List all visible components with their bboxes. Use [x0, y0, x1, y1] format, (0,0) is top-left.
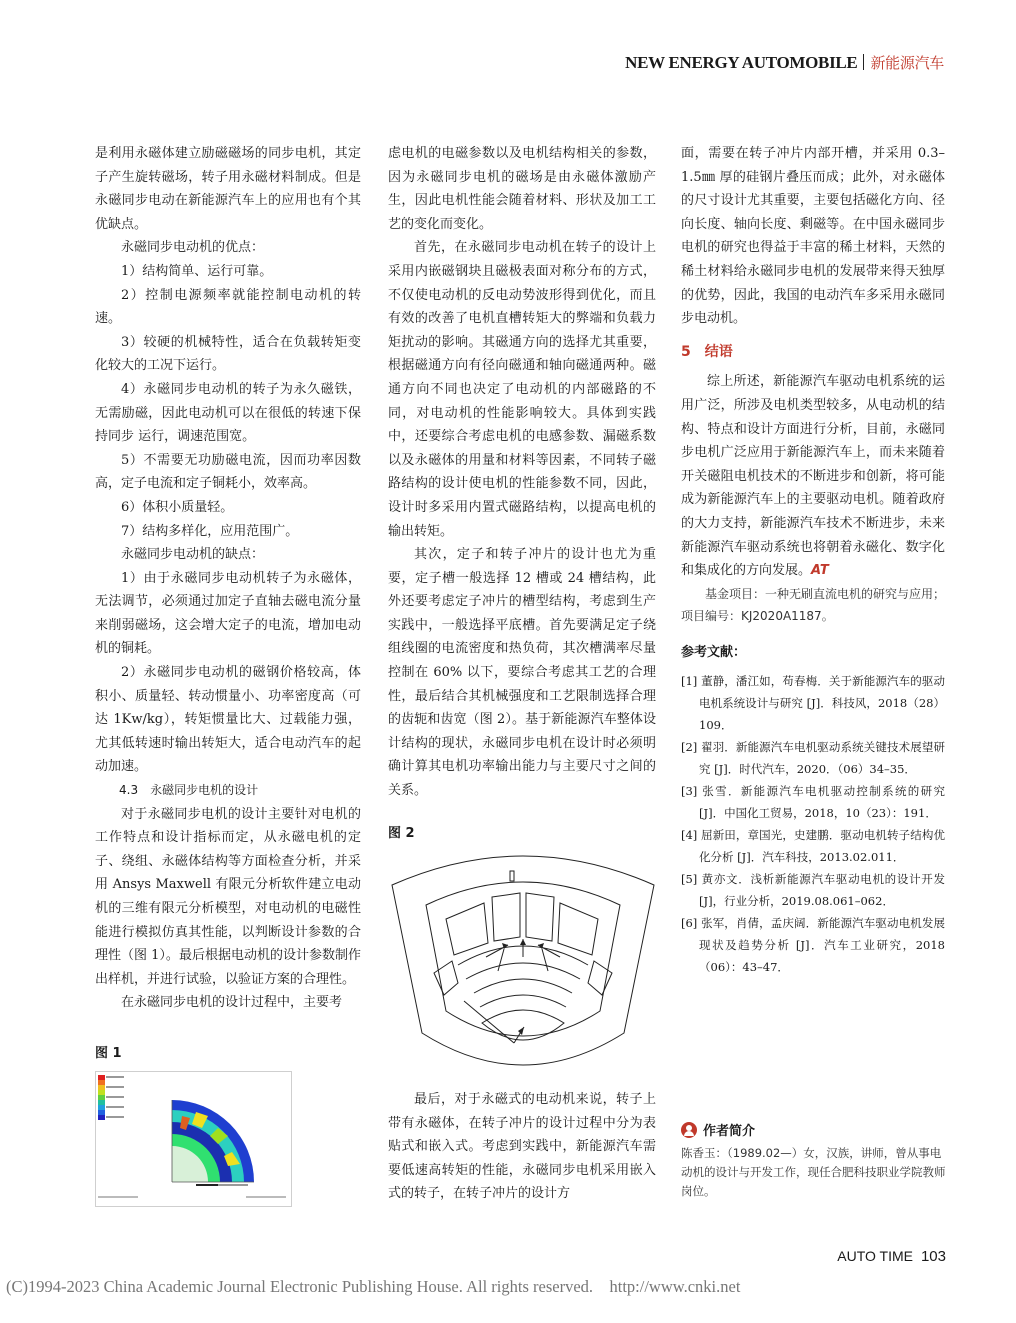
subsection-heading: 4.3 永磁同步电机的设计 — [119, 783, 259, 798]
list-item: 2）永磁同步电动机的磁钢价格较高，体积小、质量轻、转动惯量小、功率密度高（可达 1Kw/kg），转矩惯量比大、过载能力强，尤其低转速时输出转矩大，适合电动汽车的起动加速。 — [95, 665, 361, 775]
person-icon — [681, 1122, 697, 1138]
paragraph: 最后，对于永磁式的电动机来说，转子上带有永磁体，在转子冲片的设计过程中分为表贴式和嵌入式。考虑到实践中，新能源汽车需要低速高转矩的性能，永磁同步电机采用嵌入式的转子，在转子冲片的设计方 — [388, 1092, 656, 1202]
disadvantages-title: 永磁同步电动机的缺点： — [121, 547, 265, 563]
copyright-line: (C)1994-2023 China Academic Journal Electronic Publishing House. All rights reserved. http://www.cnki.net — [6, 1277, 741, 1296]
list-item: 2）控制电源频率就能控制电动机的转速。 — [95, 287, 361, 327]
section-5-heading: 5 结语 — [681, 343, 733, 360]
column-2-continued — [388, 1088, 656, 1206]
author-bio: 陈香玉：（1989.02—）女，汉族，讲师，曾从事电动机的设计与开发工作，现任合肥科技职业学院教师岗位。 — [681, 1146, 946, 1198]
paragraph: 在永磁同步电机的设计过程中，主要考 — [121, 995, 343, 1011]
figure-2-label: 图 2 — [388, 826, 415, 841]
paragraph: 首先，在永磁同步电动机在转子的设计上采用内嵌磁钢块且磁极表面对称分布的方式，不仅使电动机的反电动势波形得到优化，而且有效的改善了电机直槽转矩大的弊端和负载力矩扰动的影响。其磁通方向的选择尤其重要，根据磁通方向有径向磁通和轴向磁通两种。磁通方向不同也决定了电动机的内部磁路的不同，对电动机的性能影响较大。具体到实践中，还要综合考虑电机的电感参数、漏磁系数以及永磁体的用量和材料等因素，不同转子磁路结构的设计使电机的性能参数不同，因此，设计时多采用内置式磁路结构，以提高电机的输出转矩。 — [388, 240, 656, 539]
list-item: 5）不需要无功励磁电流，因而功率因数高，定子电流和定子铜耗小，效率高。 — [95, 452, 361, 492]
advantages-title: 永磁同步电动机的优点： — [121, 240, 265, 256]
fund-info: 基金项目：一种无刷直流电机的研究与应用；项目编号：KJ2020A1187。 — [681, 586, 946, 623]
reference-item: [5] 黄亦文．浅析新能源汽车驱动电机的设计开发 [J]，行业分析，2019.08.061–062． — [681, 872, 945, 909]
list-item: 7）结构多样化，应用范围广。 — [121, 523, 299, 539]
paragraph: 其次，定子和转子冲片的设计也尤为重要，定子槽一般选择 12 槽或 24 槽结构，此外还要考虑定子冲片的槽型结构，考虑到生产实践中，一般选择平底槽。首先要满足定子绕组线圈的电流密度和热负荷，其次槽满率尽量控制在 60% 以下，要综合考虑其工艺的合理性，最后结合其机械强度和工艺限制选择合理的齿轭和齿宽（图 2）。基于新能源汽车整体设计结构的现状，永磁同步电机在设计时必须明确计算其电机功率输出能力与主要尺寸之间的关系。 — [388, 547, 656, 799]
reference-item: [4] 屈新田，章国光，史建鹏．驱动电机转子结构优化分析 [J]．汽车科技，2013.02.011． — [681, 828, 945, 865]
page-footer — [837, 1248, 946, 1265]
figure-1-label: 图 1 — [95, 1046, 122, 1061]
paragraph: 对于永磁同步电机的设计主要针对电机的工作特点和设计指标而定，从永磁电机的定子、绕组、永磁体结构等方面检查分析，并采用 Ansys Maxwell 有限元分析软件建立电动机的三维有限元分析模型，对电动机的电磁性能进行模拟仿真其性能，以判断设计参数的合理性（图 1）。最后根据电动机的设计参数制作出样机，并进行试验，以验证方案的合理性。 — [95, 806, 361, 987]
header-cn-title: 新能源汽车 — [870, 54, 944, 72]
references-heading: 参考文献： — [681, 644, 747, 660]
reference-item: [3] 张雪．新能源汽车电机驱动控制系统的研究 [J]．中国化工贸易，2018，10（23）：191． — [681, 784, 945, 821]
fem-simulation-image — [96, 1072, 291, 1206]
reference-item: [1] 董静，潘江如，苟春梅．关于新能源汽车的驱动电机系统设计与研究 [J]．科技风，2018（28）109． — [681, 674, 945, 733]
list-item: 6）体积小质量轻。 — [121, 499, 234, 515]
header-divider — [863, 54, 864, 70]
magazine-name: AUTO TIME — [837, 1248, 913, 1264]
figure-1-fem-plot — [95, 1071, 292, 1207]
paragraph — [681, 370, 945, 582]
paragraph: 虑电机的电磁参数以及电机结构相关的参数，因为永磁同步电机的磁场是由永磁体激励产生，因此电机性能会随着材料、形状及加工工艺的变化而变化。 — [388, 146, 656, 232]
author-section-title — [681, 1120, 755, 1139]
list-item: 4）永磁同步电动机的转子为永久磁铁，无需励磁，因此电动机可以在很低的转速下保持同步 运行，调速范围宽。 — [95, 381, 361, 445]
list-item: 3）较硬的机械特性，适合在负载转矩变化较大的工况下运行。 — [95, 334, 361, 374]
lamination-drawing — [388, 847, 658, 1077]
header-en-title: NEW ENERGY AUTOMOBILE — [625, 53, 858, 72]
column-2 — [388, 142, 656, 803]
author-title-text: 作者简介 — [703, 1124, 756, 1139]
column-3 — [681, 142, 945, 978]
column-1 — [95, 142, 361, 1015]
end-mark: AT — [811, 563, 829, 579]
figure-2-stator-drawing — [388, 847, 658, 1077]
reference-item: [6] 张军，肖倩，孟庆阔．新能源汽车驱动电机发展现状及趋势分析 [J]．汽车工业研究，2018（06）：43–47． — [681, 916, 945, 975]
list-item: 1）由于永磁同步电动机转子为永磁体，无法调节，必须通过加定子直轴去磁电流分量来削弱磁场，这会增大定子的电流，增加电动机的铜耗。 — [95, 570, 361, 657]
paragraph: 面，需要在转子冲片内部开槽，并采用 0.3–1.5㎜ 厚的硅钢片叠压而成；此外，对永磁体的尺寸设计尤其重要，主要包括磁化方向、径向长度、轴向长度、剩磁等。在中国永磁同步电机的研究也得益于丰富的稀土材料，天然的稀土材料给永磁同步电机的发展带来得天独厚的优势，因此，我国的电动汽车多采用永磁同步电动机。 — [681, 146, 945, 327]
page-header — [625, 52, 944, 73]
conclusion-text: 综上所述，新能源汽车驱动电机系统的运用广泛，所涉及电机类型较多，从电动机的结构、特点和设计方面进行分析，目前，永磁同步电机广泛应用于新能源汽车上，而未来随着开关磁阻电机技术的不断进步和创新，将可能成为新能源汽车上的主要驱动电机。随着政府的大力支持，新能源汽车技术不断进步，未来新能源汽车驱动系统也将朝着永磁化、数字化和集成化的方向发展。 — [681, 374, 945, 579]
paragraph: 是利用永磁体建立励磁磁场的同步电机，其定子产生旋转磁场，转子用永磁材料制成。但是永磁同步电动在新能源汽车上的应用也有个其优缺点。 — [95, 146, 361, 232]
reference-item: [2] 翟羽．新能源汽车电机驱动系统关键技术展望研究 [J]．时代汽车，2020．（06）34–35． — [681, 740, 945, 777]
list-item: 1）结构简单、运行可靠。 — [121, 263, 273, 279]
page-number: 103 — [920, 1248, 946, 1265]
